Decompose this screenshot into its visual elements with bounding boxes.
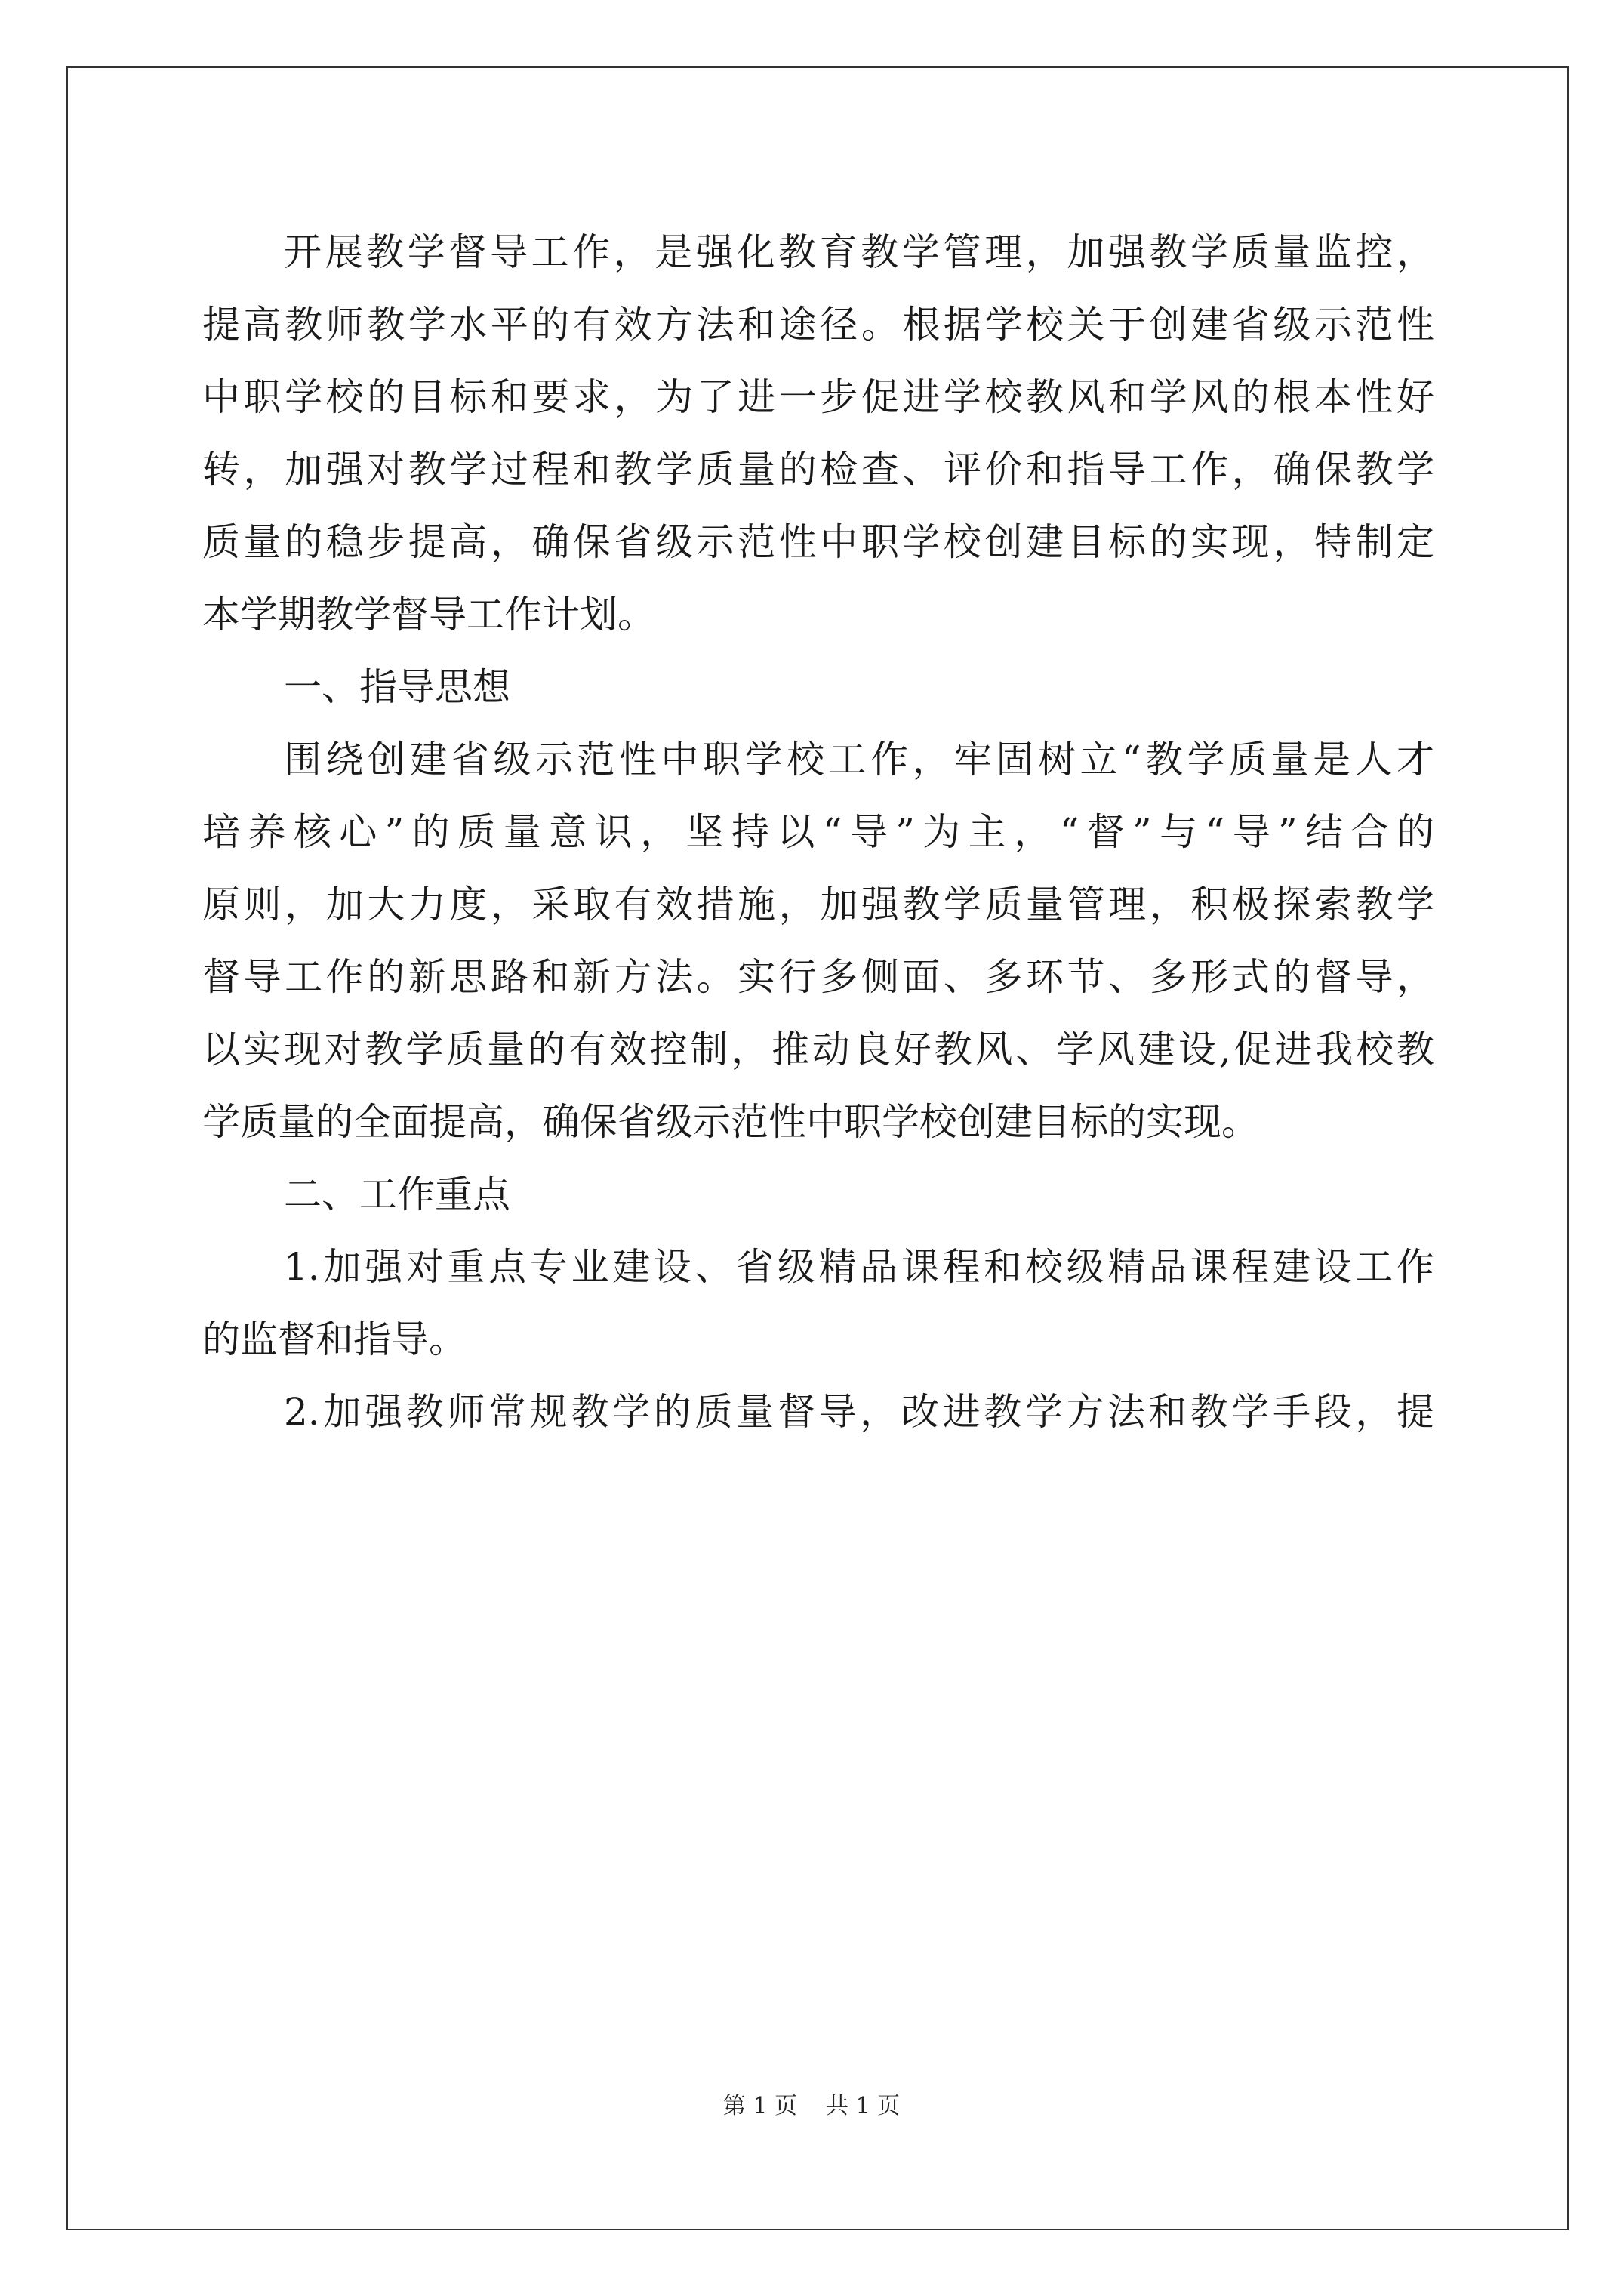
page-total: 共 1 页	[826, 2093, 901, 2119]
list-item-2	[202, 1376, 1434, 1448]
text-line: 围绕创建省级示范性中职学校工作，牢固树立“教学质量是人才	[284, 738, 1434, 781]
text-line: 提高教师教学水平的有效方法和途径。根据学校关于创建省级示范性	[202, 303, 1434, 347]
text-line: 质量的稳步提高，确保省级示范性中职学校创建目标的实现，特制定	[202, 520, 1434, 564]
document-body	[202, 216, 1434, 1448]
page-footer	[0, 2087, 1623, 2120]
section-heading-work-focus	[202, 1158, 1434, 1231]
section-heading-guiding-thought	[202, 651, 1434, 723]
text-line: 培养核心”的质量意识，坚持以“导”为主，“督”与“导”结合的	[202, 810, 1434, 854]
text-line: 的监督和指导。	[202, 1318, 467, 1361]
text-line: 督导工作的新思路和新方法。实行多侧面、多环节、多形式的督导，	[202, 955, 1434, 999]
text-line: 1.加强对重点专业建设、省级精品课程和校级精品课程建设工作	[284, 1245, 1434, 1289]
text-line: 2.加强教师常规教学的质量督导，改进教学方法和教学手段，提	[284, 1390, 1434, 1434]
page-number: 第 1 页	[722, 2093, 797, 2119]
text-line: 中职学校的目标和要求，为了进一步促进学校教风和学风的根本性好	[202, 375, 1434, 419]
paragraph-guiding-thought	[202, 723, 1434, 1158]
text-line: 学质量的全面提高，确保省级示范性中职学校创建目标的实现。	[202, 1100, 1259, 1144]
heading-text: 一、指导思想	[284, 665, 510, 709]
text-line: 以实现对教学质量的有效控制，推动良好教风、学风建设,促进我校教	[202, 1028, 1434, 1071]
heading-text: 二、工作重点	[284, 1173, 510, 1216]
paragraph-intro	[202, 216, 1434, 651]
text-line: 转，加强对教学过程和教学质量的检查、评价和指导工作，确保教学	[202, 448, 1434, 492]
text-line: 原则，加大力度，采取有效措施，加强教学质量管理，积极探索教学	[202, 883, 1434, 926]
text-line: 本学期教学督导工作计划。	[202, 593, 655, 636]
text-line: 开展教学督导工作，是强化教育教学管理，加强教学质量监控，	[284, 230, 1434, 274]
list-item-1	[202, 1231, 1434, 1376]
